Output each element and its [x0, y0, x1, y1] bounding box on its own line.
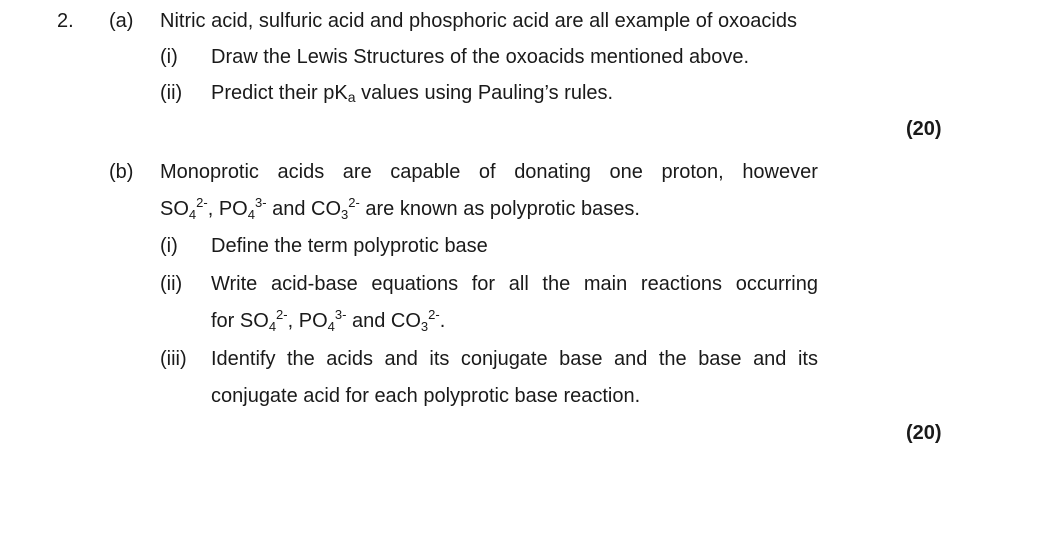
formula-subscript: 4	[247, 207, 255, 222]
formula-subscript: 3	[341, 207, 349, 222]
item-word: acid-base	[270, 273, 358, 295]
formula-charge: 3-	[334, 307, 347, 322]
phosphate-formula	[218, 195, 267, 222]
item-word: all	[508, 273, 529, 295]
question-number: 2.	[57, 10, 74, 32]
part-b-item-ii-line1	[211, 272, 818, 296]
carbonate-formula	[390, 307, 440, 334]
formula-charge: 2-	[428, 307, 440, 322]
line-tail: .	[439, 310, 446, 332]
item-word: occurring	[735, 273, 818, 295]
formula-subscript: 4	[327, 319, 335, 334]
part-b-stem-line2	[160, 197, 640, 221]
item-word: Write	[211, 273, 258, 295]
part-b-item-iii-label: (iii)	[160, 348, 187, 370]
part-a-item-i-text: Draw the Lewis Structures of the oxoacids mentioned above.	[211, 46, 750, 68]
part-a-item-ii-label: (ii)	[160, 82, 183, 104]
formula-charge: 2-	[196, 195, 208, 210]
part-b-stem-line1	[160, 160, 818, 184]
item-word: and	[614, 348, 648, 370]
separator: ,	[207, 198, 219, 220]
part-b-item-ii-line2	[211, 309, 445, 333]
formula-base: SO	[239, 310, 269, 332]
formula-base: CO	[311, 198, 342, 220]
separator: ,	[287, 310, 299, 332]
stem-word: one	[609, 161, 643, 183]
formula-base: PO	[298, 310, 328, 332]
pka-text-post: values using Pauling’s rules.	[355, 82, 614, 104]
item-word: for	[471, 273, 496, 295]
part-b-item-iii-line2: conjugate acid for each polyprotic base reaction.	[211, 385, 641, 407]
item-word: the	[286, 348, 315, 370]
part-a-marks: (20)	[906, 118, 942, 140]
item-word: its	[797, 348, 818, 370]
item-word: Identify	[211, 348, 276, 370]
item-word: equations	[371, 273, 459, 295]
formula-subscript: 4	[188, 207, 197, 222]
stem-word: proton,	[661, 161, 724, 183]
item-word: base	[698, 348, 742, 370]
formula-subscript: 3	[420, 319, 429, 334]
item-word: its	[429, 348, 450, 370]
stem-word: however	[742, 161, 818, 183]
item-word: and	[753, 348, 787, 370]
carbonate-formula	[311, 195, 360, 222]
part-b-item-iii-line1	[211, 347, 818, 371]
formula-charge: 2-	[276, 307, 288, 322]
item-word: main	[583, 273, 628, 295]
stem-word: acids	[277, 161, 325, 183]
pka-text-pre: Predict their pK	[211, 82, 348, 104]
formula-charge: 3-	[254, 195, 267, 210]
item-word: the	[542, 273, 571, 295]
item-word: the	[658, 348, 687, 370]
stem-tail: are known as polyprotic bases.	[359, 198, 640, 220]
stem-word: Monoprotic	[160, 161, 259, 183]
part-b-item-i-text: Define the term polyprotic base	[211, 235, 488, 257]
formula-base: SO	[160, 198, 189, 220]
part-b-marks: (20)	[906, 422, 942, 444]
sulfate-formula	[160, 195, 208, 222]
formula-base: PO	[218, 198, 248, 220]
part-a-item-ii-text	[211, 81, 613, 105]
item-word: reactions	[640, 273, 723, 295]
part-a-stem: Nitric acid, sulfuric acid and phosphoric acid are all example of oxoacids	[160, 10, 797, 32]
part-a-label: (a)	[109, 10, 134, 32]
item-word: base	[559, 348, 603, 370]
stem-word: capable	[390, 161, 461, 183]
separator: and	[266, 198, 312, 220]
item-word: conjugate	[460, 348, 548, 370]
pka-subscript: a	[347, 89, 356, 105]
part-b-item-ii-label: (ii)	[160, 273, 183, 295]
phosphate-formula	[298, 307, 347, 334]
part-a-item-i-label: (i)	[160, 46, 178, 68]
item-word: and	[384, 348, 418, 370]
part-b-label: (b)	[109, 161, 134, 183]
formula-base: CO	[390, 310, 421, 332]
line-prefix: for	[211, 310, 240, 332]
sulfate-formula	[239, 307, 288, 334]
part-b-item-i-label: (i)	[160, 235, 178, 257]
stem-word: of	[478, 161, 496, 183]
separator: and	[346, 310, 391, 332]
formula-subscript: 4	[268, 319, 277, 334]
stem-word: are	[342, 161, 372, 183]
item-word: acids	[326, 348, 373, 370]
stem-word: donating	[514, 161, 591, 183]
formula-charge: 2-	[348, 195, 360, 210]
